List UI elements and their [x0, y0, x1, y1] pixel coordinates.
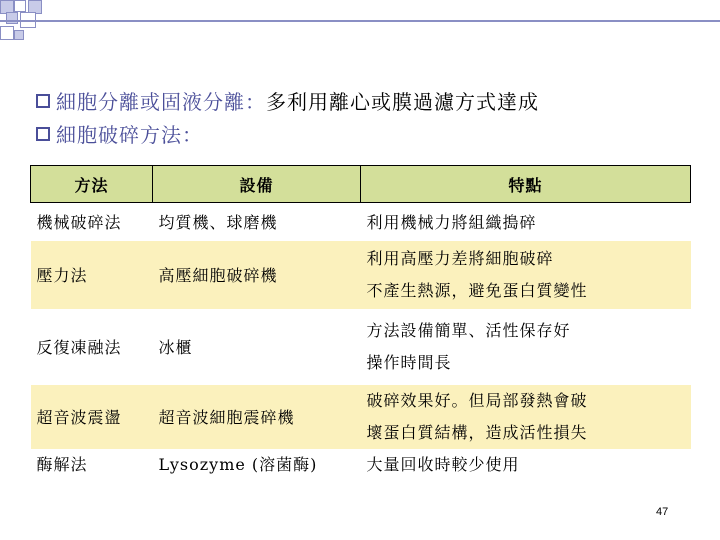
equipment-cell: 高壓細胞破碎機 [153, 241, 361, 309]
feature-line: 利用高壓力差將細胞破碎 [366, 248, 554, 268]
features-cell [361, 385, 691, 449]
feature-line: 破碎效果好。但局部發熱會破 [366, 390, 588, 410]
header-equipment: 設備 [153, 166, 361, 203]
method-cell: 壓力法 [31, 241, 153, 309]
header-rule [0, 20, 720, 22]
feature-line: 利用機械力將組織搗碎 [366, 213, 537, 233]
feature-line: 壞蛋白質結構，造成活性損失 [366, 422, 588, 442]
bullet-label: 細胞破碎方法： [56, 123, 203, 147]
equipment-cell: 超音波細胞震碎機 [153, 385, 361, 449]
method-cell: 超音波震盪 [31, 385, 153, 449]
equipment-cell: 均質機、球磨機 [153, 203, 361, 241]
feature-line: 大量回收時較少使用 [366, 455, 520, 474]
cell-disruption-table [30, 165, 691, 479]
table-row [31, 449, 691, 479]
table-row [31, 309, 691, 385]
equipment-cell: Lysozyme (溶菌酶) [153, 449, 361, 479]
square-bullet-icon [36, 94, 50, 108]
table-row [31, 241, 691, 309]
bullet-label: 細胞分離或固液分離： [56, 90, 266, 114]
features-cell [361, 241, 691, 309]
method-cell: 酶解法 [31, 449, 153, 479]
feature-line: 不產生熱源，避免蛋白質變性 [366, 280, 588, 300]
bullet-item [36, 84, 539, 117]
method-cell: 反復凍融法 [31, 309, 153, 385]
bullet-item [36, 117, 539, 150]
header-method: 方法 [31, 166, 153, 203]
header-features: 特點 [361, 166, 691, 203]
features-cell [361, 309, 691, 385]
equipment-cell: 冰櫃 [153, 309, 361, 385]
feature-line: 操作時間長 [366, 352, 452, 372]
page-number: 47 [656, 506, 669, 518]
table-row [31, 203, 691, 241]
table-row [31, 385, 691, 449]
square-bullet-icon [36, 127, 50, 141]
bullet-text: 多利用離心或膜過濾方式達成 [266, 90, 539, 114]
bullet-list [36, 84, 539, 150]
features-cell [361, 449, 691, 479]
table-header-row [31, 166, 691, 203]
method-cell: 機械破碎法 [31, 203, 153, 241]
feature-line: 方法設備簡單、活性保存好 [366, 320, 571, 340]
features-cell [361, 203, 691, 241]
